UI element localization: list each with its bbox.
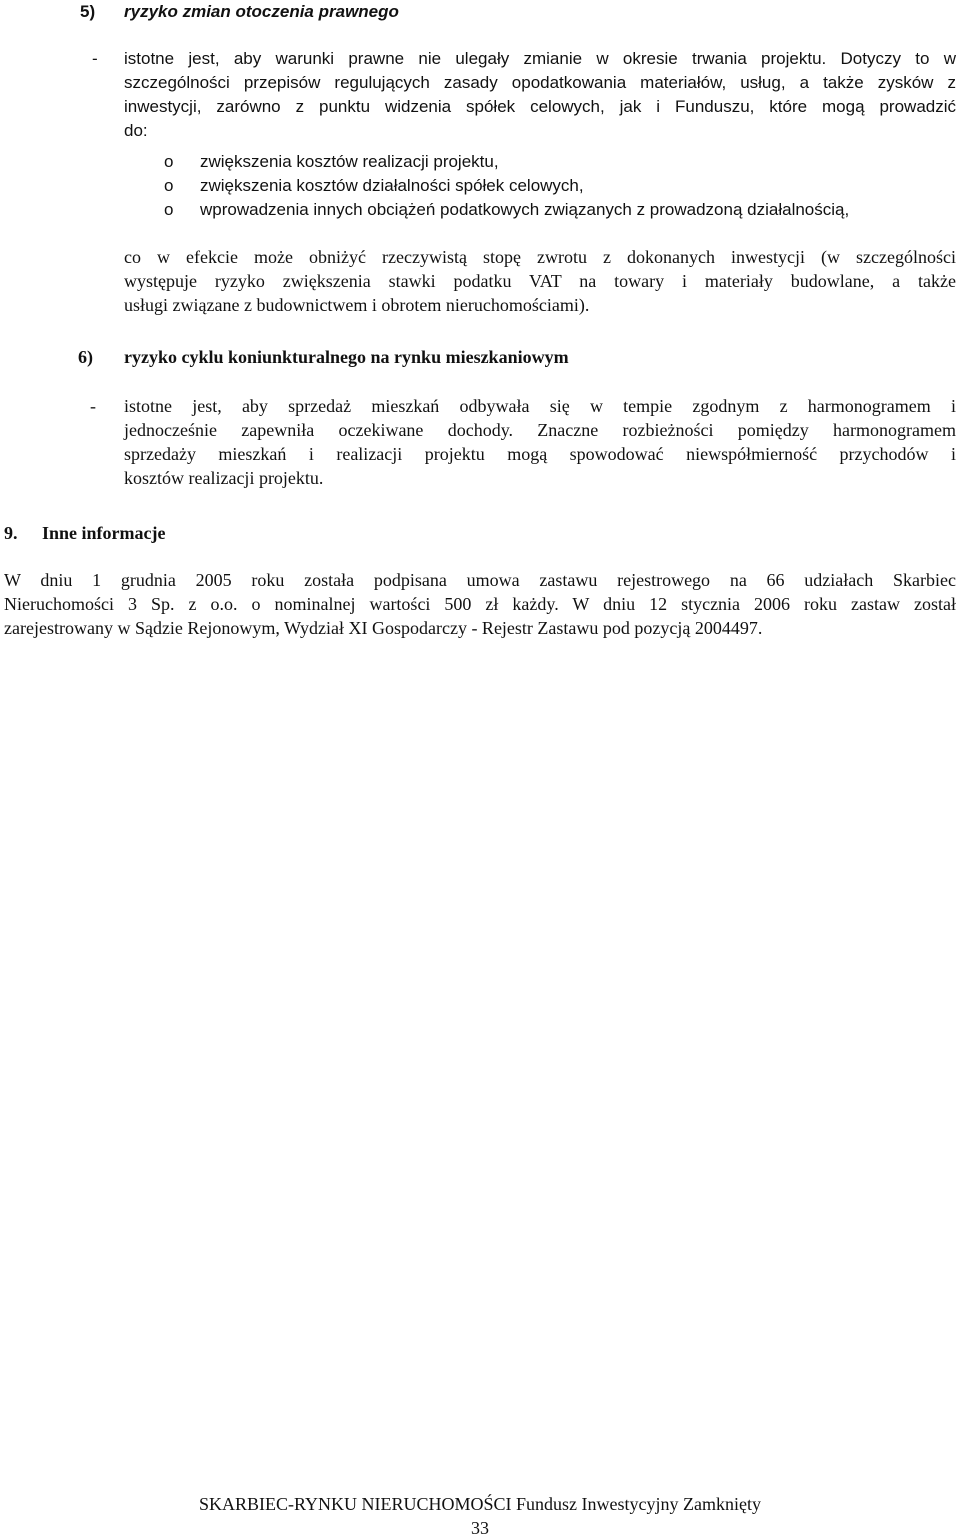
section-5-dash: - — [92, 49, 98, 68]
section-5-para-line: inwestycji, zarówno z punktu widzenia spółek celowych, jak i Funduszu, które mogą prowadzić — [124, 97, 956, 116]
section-6-para-line: kosztów realizacji projektu. — [124, 468, 324, 488]
bullet-marker: o — [164, 176, 174, 195]
bullet-item: zwiększenia kosztów działalności spółek celowych, — [200, 176, 584, 195]
section-9-para-line: W dniu 1 grudnia 2005 roku została podpisana umowa zastawu rejestrowego na 66 udziałach Skarbiec — [4, 570, 956, 590]
bullet-marker: o — [164, 200, 174, 219]
section-6-para-line: jednocześnie zapewniła oczekiwane dochody. Znaczne rozbieżności pomiędzy harmonogramem — [124, 420, 956, 440]
footer-title: SKARBIEC-RYNKU NIERUCHOMOŚCI Fundusz Inwestycyjny Zamknięty — [199, 1494, 761, 1514]
section-6-number: 6) — [78, 347, 93, 367]
bullet-marker: o — [164, 152, 174, 171]
section-6-para-line: sprzedaży mieszkań i realizacji projektu mogą spowodować niewspółmierność przychodów i — [124, 444, 956, 464]
section-6-para-line: istotne jest, aby sprzedaż mieszkań odbywała się w tempie zgodnym z harmonogramem i — [124, 396, 956, 416]
section-6-dash: - — [90, 396, 96, 416]
bullet-item: zwiększenia kosztów realizacji projektu, — [200, 152, 499, 171]
section-9-para-line: Nieruchomości 3 Sp. z o.o. o nominalnej wartości 500 zł każdy. W dniu 12 stycznia 2006 roku zastaw został — [4, 594, 956, 614]
bullet-item: wprowadzenia innych obciążeń podatkowych związanych z prowadzoną działalnością, — [200, 200, 850, 219]
section-5-para-line: do: — [124, 121, 148, 140]
section-5-title: ryzyko zmian otoczenia prawnego — [124, 2, 399, 21]
section-5-number: 5) — [80, 2, 96, 21]
section-9-para-line: zarejestrowany w Sądzie Rejonowym, Wydział XI Gospodarczy - Rejestr Zastawu pod pozycją 2004497. — [4, 618, 763, 638]
section-9-title: Inne informacje — [42, 523, 166, 543]
section-6-title: ryzyko cyklu koniunkturalnego na rynku mieszkaniowym — [124, 347, 569, 367]
section-5-followup-line: usługi związane z budownictwem i obrotem nieruchomościami). — [124, 295, 590, 315]
section-9-number: 9. — [4, 523, 18, 543]
section-5-para-line: istotne jest, aby warunki prawne nie ulegały zmianie w okresie trwania projektu. Dotyczy to w — [124, 49, 956, 68]
section-5-followup-line: co w efekcie może obniżyć rzeczywistą stopę zwrotu z dokonanych inwestycji (w szczególności — [124, 247, 956, 267]
section-5-followup-line: występuje ryzyko zwiększenia stawki podatku VAT na towary i materiały budowlane, a także — [124, 271, 956, 291]
page-number: 33 — [471, 1518, 489, 1538]
section-5-para-line: szczególności przepisów regulujących zasady opodatkowania materiałów, usług, a także zysków z — [124, 73, 956, 92]
